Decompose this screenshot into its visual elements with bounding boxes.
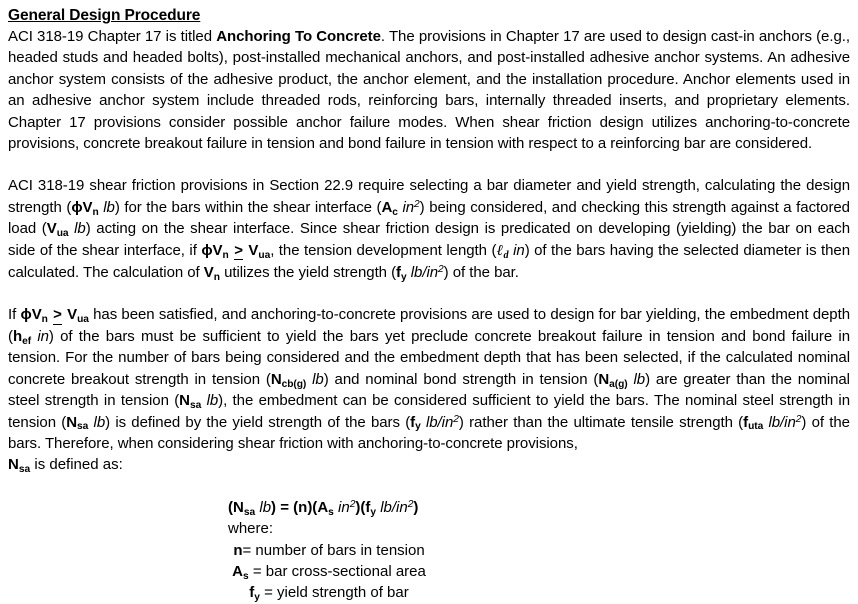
p2-text-3: ) being considered, and checking this strength against a factored load ( [8,198,850,238]
symbol-vn [204,264,220,281]
paragraph-intro [8,26,850,154]
unit-lbin2-1 [411,264,444,281]
definition-symbol-fy [249,584,260,604]
definition-text-fy: = yield strength of bar [259,584,409,602]
definition-symbol-as [232,563,249,580]
unit-lbin2-2-sup: 2 [453,413,459,425]
equation-symbol-as-sub: s [328,506,334,518]
equation-symbol-as [317,499,334,516]
unit-lbin2-1-base: lb/in [410,264,439,282]
unit-lb-4: lb [633,370,646,388]
equation-unit-lb: lb [259,498,272,516]
p3-text-3: ) of the bars must be sufficient to yield the bars yet preclude concrete breakout failure in tension and bond failure in tension. For the number of bars being considered and the embedment depth that has been selected, if the calculated nominal concrete breakout strength in tension ( [8,327,850,388]
definition-symbol-fy-sub: y [254,592,260,604]
symbol-vua-2-base: V [248,241,259,259]
symbol-vua-1-base: V [46,220,57,238]
symbol-ncbg [271,371,306,388]
unit-in-2: in [37,327,49,345]
symbol-phi-vn-3-base: ϕV [20,306,42,324]
symbol-nsa-2-base: N [66,413,78,431]
symbol-ld-sub: d [503,249,509,261]
symbol-nsa-1-base: N [179,392,190,410]
equation-symbol-nsa-base: N [233,498,244,516]
equation-unit-in2-base: in [338,498,350,516]
p3-text-5: ) are greater than the nominal steel strength in tension ( [8,370,850,410]
symbol-futa [743,414,763,431]
unit-lbin2-1-sup: 2 [438,264,444,276]
definition-item-as [68,561,590,582]
equation-unit-lbin2-base: lb/in [380,498,408,516]
symbol-vua-3-base: V [67,306,78,324]
unit-lb-3: lb [312,370,324,388]
symbol-vua-1 [46,220,69,240]
unit-lbin2-2-base: lb/in [425,413,454,431]
p3-last-text: is defined as: [30,456,123,474]
symbol-nsa-3 [8,456,31,476]
symbol-nag [598,371,627,388]
p2-text-6: ) of the bars having the selected diameter is then calculated. The calculation of [8,241,851,282]
equation-symbol-fy-base: f [365,498,371,516]
symbol-futa-sub: uta [748,421,764,433]
equation-unit-lbin2 [380,499,413,516]
p3-text-6: ), the embedment can be considered sufficient to yield the bars. The nominal steel strength in tension ( [8,392,851,431]
symbol-ld [496,243,508,259]
symbol-phi-vn-base: ϕV [71,198,93,216]
symbol-nsa-3-base: N [8,456,19,474]
symbol-phi-vn-2-sub: n [222,249,229,261]
equation-close-paren: ) [413,498,419,516]
definition-symbol-fy-base: f [249,584,255,602]
unit-lb-1: lb [103,198,115,216]
symbol-fy-2 [410,414,421,431]
definition-list [8,540,850,604]
symbol-phi-vn [71,199,98,216]
symbol-ncbg-sub: cb(g) [281,378,307,390]
equation-nsa [228,497,850,518]
symbol-vn-base: V [203,264,214,282]
paragraph-intro-text-2: . The provisions in Chapter 17 are used to design cast-in anchors (e.g., headed studs and headed bolts), post-installed mechanical anchors, and post-installed adhesive anchor systems. An adhesive anchor system consists of the adhesive product, the anchor element, and the installation procedure. Anchor elements used in an adhesive anchor system include threaded rods, reinforcing bars, internally threaded inserts, and proprietary elements. Chapter 17 provisions consider possible anchor failure modes. When shear friction design utilizes anchoring-to-concrete provisions, concrete breakout failure in tension and bond failure in tension with respect to a reinforcing bar are considered. [8,28,850,153]
definition-item-n [68,540,590,561]
symbol-nsa-1 [179,392,201,409]
symbol-fy-2-sub: y [415,421,421,433]
definition-symbol-as-base: A [232,562,243,580]
unit-in2-1-sup: 2 [414,199,420,211]
p2-text-5: , the tension development length ( [270,241,497,259]
unit-in-1: in [513,241,525,259]
symbol-phi-vn-3-sub: n [41,314,48,326]
unit-lbin2-3-base: lb/in [768,413,796,431]
p2-text-7: utilizes the yield strength ( [219,264,397,282]
paragraph-intro-text-1: ACI 318-19 Chapter 17 is titled [8,28,217,45]
equation-symbol-as-base: A [317,498,329,516]
symbol-ac-base: A [381,198,393,216]
symbol-phi-vn-2 [201,242,228,259]
symbol-vua-2 [248,242,270,259]
symbol-fy-1-sub: y [401,271,407,283]
equation-open-paren: ( [228,498,233,516]
symbol-phi-vn-2-base: ϕV [201,241,223,259]
symbol-nag-sub: a(g) [609,378,628,390]
symbol-nsa-1-sub: sa [189,399,202,411]
equation-unit-lbin2-sup: 2 [407,499,414,511]
definition-text-n: = number of bars in tension [242,541,425,559]
paragraph-shear-friction [8,175,850,283]
symbol-fy-1 [396,264,407,281]
p2-text-4: ) acting on the shear interface. Since shear friction design is predicated on developing (yielding) the bar on each side of the shear interface, if [8,220,850,259]
unit-in2-1-base: in [402,198,415,216]
equation-mid-1: )( [307,498,318,516]
symbol-hef-sub: ef [22,335,32,347]
equation-symbol-fy-sub: y [370,506,377,518]
symbol-vua-3-sub: ua [77,314,89,326]
unit-lbin2-3 [768,414,801,431]
p3-text-8: ) rather than the ultimate tensile strength ( [458,413,744,431]
unit-lb-2: lb [74,220,86,238]
equation-unit-in2 [338,499,355,516]
paragraph-embedment-last-line [8,454,850,475]
unit-lbin2-3-sup: 2 [795,413,802,425]
greater-than-or-equal-icon-2: > [52,304,63,325]
greater-than-or-equal-icon: > [233,240,244,261]
symbol-phi-vn-3 [20,306,48,326]
equation-unit-in2-sup: 2 [349,499,356,511]
symbol-vn-sub: n [213,271,220,283]
definition-text-as: = bar cross-sectional area [248,562,426,580]
equation-equals: ) = ( [271,498,299,516]
unit-lb-6: lb [93,413,106,431]
p3-text-7: ) is defined by the yield strength of the bars ( [105,413,411,431]
equation-symbol-fy [365,499,376,516]
p2-text-2: ) for the bars within the shear interface ( [114,198,382,216]
symbol-vua-2-sub: ua [258,249,271,261]
symbol-hef [13,328,31,345]
definition-item-fy [68,582,590,603]
page-title: General Design Procedure [8,7,201,24]
unit-lb-5: lb [206,392,219,410]
paragraph-embedment [8,304,850,454]
symbol-vua-3 [67,306,89,326]
symbol-ac-sub: c [392,206,398,218]
equation-symbol-nsa [233,499,255,516]
equation-symbol-nsa-sub: sa [243,506,256,518]
p3-text-1: If [8,306,21,324]
p2-text-1: ACI 318-19 shear friction provisions in Section 22.9 require selecting a bar diameter and yield strength, calculating the design strength ( [8,177,850,216]
equation-block [8,497,850,540]
symbol-nsa-3-sub: sa [18,464,31,476]
symbol-hef-base: h [12,327,23,345]
symbol-ncbg-base: N [270,370,282,388]
symbol-fy-2-base: f [410,413,416,431]
p3-text-2: has been satisfied, and anchoring-to-concrete provisions are used to design for bar yielding, the embedment depth ( [8,306,851,345]
p3-text-4: ) and nominal bond strength in tension ( [323,370,599,388]
where-label: where: [228,520,274,538]
symbol-futa-base: f [743,413,749,431]
symbol-ac [381,199,397,216]
chapter-title-emphasis: Anchoring To Concrete [216,28,381,45]
symbol-vua-1-sub: ua [56,228,69,240]
symbol-nag-base: N [598,370,610,388]
definition-symbol-as-sub: s [243,570,249,582]
symbol-fy-1-base: f [396,264,401,282]
symbol-phi-vn-sub: n [92,206,99,218]
equation-symbol-n: n [298,498,308,516]
unit-lbin2-2 [426,414,459,431]
definition-symbol-n-base: n [233,541,243,559]
symbol-nsa-2-sub: sa [77,421,89,433]
p2-text-8: ) of the bar. [443,264,519,282]
symbol-ld-base: ℓ [496,242,504,259]
equation-mid-2: )( [355,498,366,516]
p3-text-9: ) of the bars. Therefore, when considering shear friction with anchoring-to-concrete provisions, [8,413,850,452]
unit-in2-1 [402,199,419,216]
symbol-nsa-2 [66,414,88,431]
